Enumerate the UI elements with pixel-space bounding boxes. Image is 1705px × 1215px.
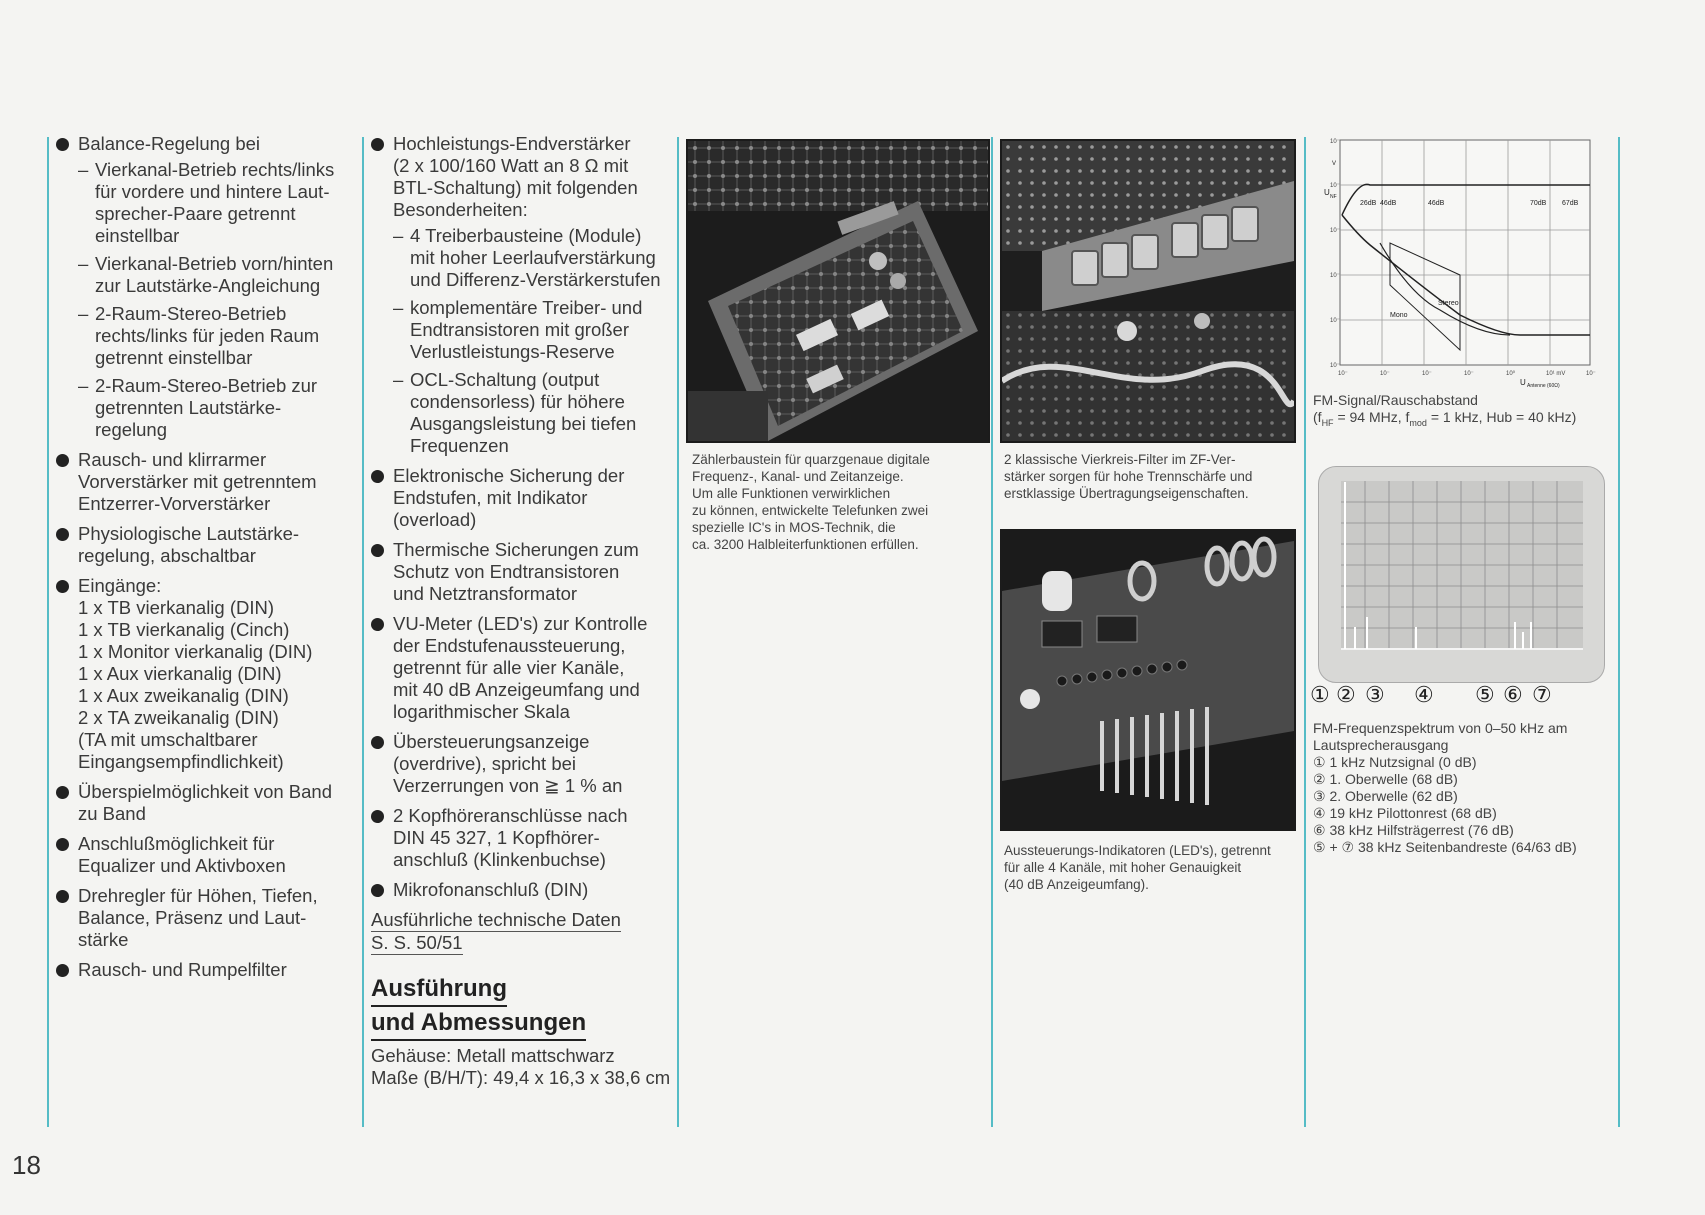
photo-counter-caption: Zählerbaustein für quarzgenaue digitale Frequenz-, Kanal- und Zeitanzeige. Um alle Funktionen verwirklichen zu können, entwickelte Telefunken zwei spezielle IC's in MOS-Technik, die ca. 3200 Halbleiterfunktionen erfüllen. <box>692 452 930 552</box>
sub-item: – 2-Raum-Stereo-Betrieb zur getrennten Lautstärke- regelung <box>78 375 356 441</box>
db-label: 67dB <box>1562 200 1579 207</box>
y-tick: 10⁻ <box>1330 139 1340 145</box>
spectrum-caption: FM-Frequenzspektrum von 0–50 kHz am Lautsprecherausgang ① 1 kHz Nutzsignal (0 dB) ② 1. Oberwelle (68 dB) ③ 2. Oberwelle (62 dB) ④ 19 kHz Pilottonrest (68 dB) ⑥ 38 kHz Hilfsträgerrest (76 dB) ⑤ + ⑦ 38 kHz Seitenbandreste (64/63 dB) <box>1313 720 1577 855</box>
feature-list-1 <box>56 133 356 981</box>
feature-column-2 <box>371 133 671 1089</box>
x-axis-label: U <box>1520 378 1526 387</box>
feature-item: Physiologische Lautstärke- regelung, abschaltbar <box>56 523 356 567</box>
db-label: 26dB <box>1360 200 1377 207</box>
feature-item: Drehregler für Höhen, Tiefen, Balance, Präsenz und Laut- stärke <box>56 885 356 951</box>
page-number: 18 <box>12 1150 41 1180</box>
feature-item: Übersteuerungsanzeige (overdrive), spricht bei Verzerrungen von ≧ 1 % an <box>371 731 671 797</box>
column-rule <box>677 137 679 1127</box>
marker-6: ⑥ <box>1503 682 1523 707</box>
x-tick: 10⁰ <box>1506 371 1516 377</box>
feature-item: Balance-Regelung bei – Vierkanal-Betrieb rechts/links für vordere und hintere Laut- sprecher-Paare getrennt einstellbar – Vierkanal-Betrieb vorn/hinten zur Lautstärke-Angleichung – 2-Raum-Stereo-Betrieb rechts/links für jeden Raum getrennt einstellbar – 2-Raum-Stereo-Betrieb zur getrennten Lautstärke- regelung <box>56 133 356 441</box>
x-tick: 10⁻ <box>1338 371 1348 377</box>
feature-column-1 <box>56 133 356 989</box>
column-rule <box>1304 137 1306 1127</box>
feature-list-2 <box>371 133 671 901</box>
y-tick: 10⁻ <box>1330 273 1340 279</box>
marker-2: ② <box>1336 682 1356 707</box>
stereo-label: Stereo <box>1438 300 1459 307</box>
feature-item: Anschlußmöglichkeit für Equalizer und Aktivboxen <box>56 833 356 877</box>
feature-item: Thermische Sicherungen zum Schutz von Endtransistoren und Netztransformator <box>371 539 671 605</box>
marker-5: ⑤ <box>1475 682 1495 707</box>
technical-data-link[interactable]: Ausführliche technische Daten S. S. 50/51 <box>371 909 621 953</box>
svg-text:Antenne (60Ω): Antenne (60Ω) <box>1527 383 1560 389</box>
sub-item: – 4 Treiberbausteine (Module) mit hoher Leerlaufverstärkung und Differenz-Verstärkerstufen <box>393 225 671 291</box>
y-tick: 10⁻ <box>1330 183 1340 189</box>
mono-label: Mono <box>1390 312 1408 319</box>
sub-item: – komplementäre Treiber- und Endtransistoren mit großer Verlustleistungs-Reserve <box>393 297 671 363</box>
feature-item: Mikrofonanschluß (DIN) <box>371 879 671 901</box>
db-label: 46dB <box>1380 200 1397 207</box>
column-rule <box>47 137 49 1127</box>
fm-noise-chart <box>1310 135 1610 390</box>
feature-item: Rausch- und Rumpelfilter <box>56 959 356 981</box>
y-tick: 10⁻ <box>1330 363 1340 369</box>
marker-7: ⑦ <box>1532 682 1552 707</box>
svg-text:NF: NF <box>1330 194 1337 200</box>
feature-item: 2 Kopfhöreranschlüsse nach DIN 45 327, 1 Kopfhörer- anschluß (Klinkenbuchse) <box>371 805 671 871</box>
feature-item: Überspielmöglichkeit von Band zu Band <box>56 781 356 825</box>
x-tick: 10¹ mV <box>1546 371 1566 377</box>
x-tick: 10⁻ <box>1380 371 1390 377</box>
y-tick: 10⁻ <box>1330 228 1340 234</box>
dimensions-text: Gehäuse: Metall mattschwarz Maße (B/H/T): 49,4 x 16,3 x 38,6 cm <box>371 1045 671 1088</box>
photo-filter-caption: 2 klassische Vierkreis-Filter im ZF-Ver- stärker sorgen für hohe Trennschärfe und erstklassige Übertragungseigenschaften. <box>1004 452 1253 501</box>
db-label: 70dB <box>1530 200 1547 207</box>
section-heading: Ausführung und Abmessungen <box>371 973 671 1041</box>
marker-3: ③ <box>1365 682 1385 707</box>
sub-item: – OCL-Schaltung (output condensorless) für höhere Ausgangsleistung bei tiefen Frequenzen <box>393 369 671 457</box>
x-tick: 10⁻ <box>1586 371 1596 377</box>
photo-if-filter <box>1000 139 1296 443</box>
x-tick: 10⁻ <box>1422 371 1432 377</box>
column-rule <box>1618 137 1620 1127</box>
feature-item: VU-Meter (LED's) zur Kontrolle der Endstufenaussteuerung, getrennt für alle vier Kanäle, mit 40 dB Anzeigeumfang und logarithmischer Skala <box>371 613 671 723</box>
column-rule <box>362 137 364 1127</box>
feature-item: Hochleistungs-Endverstärker (2 x 100/160 Watt an 8 Ω mit BTL-Schaltung) mit folgenden Besonderheiten: – 4 Treiberbausteine (Module) mit hoher Leerlaufverstärkung und Differenz-Verstärkerstufen – komplementäre Treiber- und Endtransistoren mit großer Verlustleistungs-Reserve – OCL-Schaltung (output condensorless) für höhere Ausgangsleistung bei tiefen Frequenzen <box>371 133 671 457</box>
y-unit: V <box>1332 161 1337 167</box>
photo-led-indicators <box>1000 529 1296 831</box>
feature-item: Elektronische Sicherung der Endstufen, mit Indikator (overload) <box>371 465 671 531</box>
marker-4: ④ <box>1414 682 1434 707</box>
sub-item: – Vierkanal-Betrieb vorn/hinten zur Lautstärke-Angleichung <box>78 253 356 297</box>
photo-counter-module <box>686 139 990 443</box>
feature-item: Eingänge: 1 x TB vierkanalig (DIN) 1 x TB vierkanalig (Cinch) 1 x Monitor vierkanalig (DIN) 1 x Aux vierkanalig (DIN) 1 x Aux zweikanalig (DIN) 2 x TA zweikanalig (DIN) (TA mit umschaltbarer Eingangsempfindlichkeit) <box>56 575 356 773</box>
x-tick: 10⁻ <box>1464 371 1474 377</box>
y-axis-label: U <box>1324 188 1330 197</box>
marker-1: ① <box>1310 682 1330 707</box>
y-tick: 10⁻ <box>1330 318 1340 324</box>
fm-chart-caption: FM-Signal/Rauschabstand ($f_{HF} = 94$ MHz, $f_{mod} = 1$ kHz, Hub = 40 kHz) <box>1313 392 1577 428</box>
photo-led-caption: Aussteuerungs-Indikatoren (LED's), getrennt für alle 4 Kanäle, mit hoher Genauigkeit (40 dB Anzeigeumfang). <box>1004 843 1271 892</box>
spectrum-markers <box>1310 682 1610 708</box>
feature-item: Rausch- und klirrarmer Vorverstärker mit getrenntem Entzerrer-Vorverstärker <box>56 449 356 515</box>
sub-item: – Vierkanal-Betrieb rechts/links für vordere und hintere Laut- sprecher-Paare getrennt einstellbar <box>78 159 356 247</box>
column-rule <box>991 137 993 1127</box>
sub-item: – 2-Raum-Stereo-Betrieb rechts/links für jeden Raum getrennt einstellbar <box>78 303 356 369</box>
spectrum-display <box>1318 466 1605 683</box>
db-label: 46dB <box>1428 200 1445 207</box>
